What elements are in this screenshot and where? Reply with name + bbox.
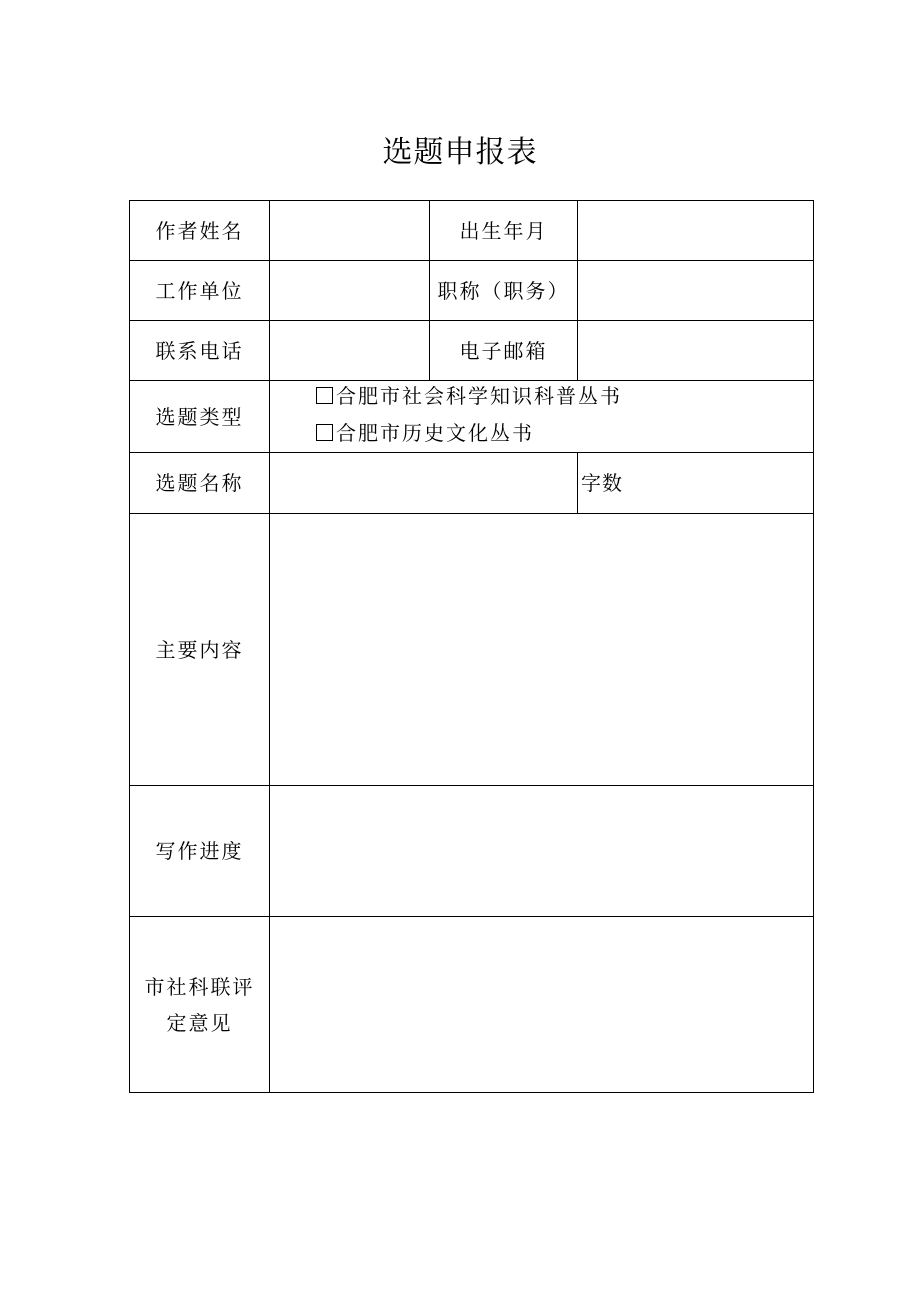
review-opinion-field[interactable] [270, 917, 814, 1093]
topic-type-option-label: 合肥市社会科学知识科普丛书 [336, 384, 622, 408]
topic-type-label: 选题类型 [130, 381, 270, 453]
topic-name-label: 选题名称 [130, 453, 270, 514]
birth-date-label: 出生年月 [430, 201, 578, 261]
email-field[interactable] [578, 321, 814, 381]
topic-type-option-science[interactable] [316, 378, 813, 415]
topic-type-option-history[interactable] [316, 415, 813, 452]
author-name-label: 作者姓名 [130, 201, 270, 261]
table-row [130, 917, 814, 1093]
word-count-label: 字数 [581, 471, 623, 495]
checkbox-icon[interactable] [316, 387, 333, 404]
table-row [130, 201, 814, 261]
phone-field[interactable] [270, 321, 430, 381]
table-row [130, 261, 814, 321]
birth-date-field[interactable] [578, 201, 814, 261]
employer-label: 工作单位 [130, 261, 270, 321]
page-title: 选题申报表 [382, 135, 538, 170]
review-opinion-label-cell [130, 917, 270, 1093]
author-name-field[interactable] [270, 201, 430, 261]
email-label: 电子邮箱 [430, 321, 578, 381]
table-row [130, 786, 814, 917]
table-row [130, 514, 814, 786]
review-opinion-label: 市社科联评定意见 [144, 974, 255, 1035]
table-row [130, 321, 814, 381]
topic-name-field[interactable] [270, 453, 578, 514]
writing-progress-field[interactable] [270, 786, 814, 917]
writing-progress-label: 写作进度 [130, 786, 270, 917]
employer-field[interactable] [270, 261, 430, 321]
topic-type-options [270, 381, 814, 453]
topic-type-option-label: 合肥市历史文化丛书 [336, 421, 534, 445]
checkbox-icon[interactable] [316, 424, 333, 441]
table-row [130, 381, 814, 453]
phone-label: 联系电话 [130, 321, 270, 381]
job-title-label: 职称（职务） [430, 261, 578, 321]
job-title-field[interactable] [578, 261, 814, 321]
application-form-table [129, 200, 814, 1093]
main-content-label: 主要内容 [130, 514, 270, 786]
table-row [130, 453, 814, 514]
word-count-cell[interactable] [578, 453, 814, 514]
main-content-field[interactable] [270, 514, 814, 786]
